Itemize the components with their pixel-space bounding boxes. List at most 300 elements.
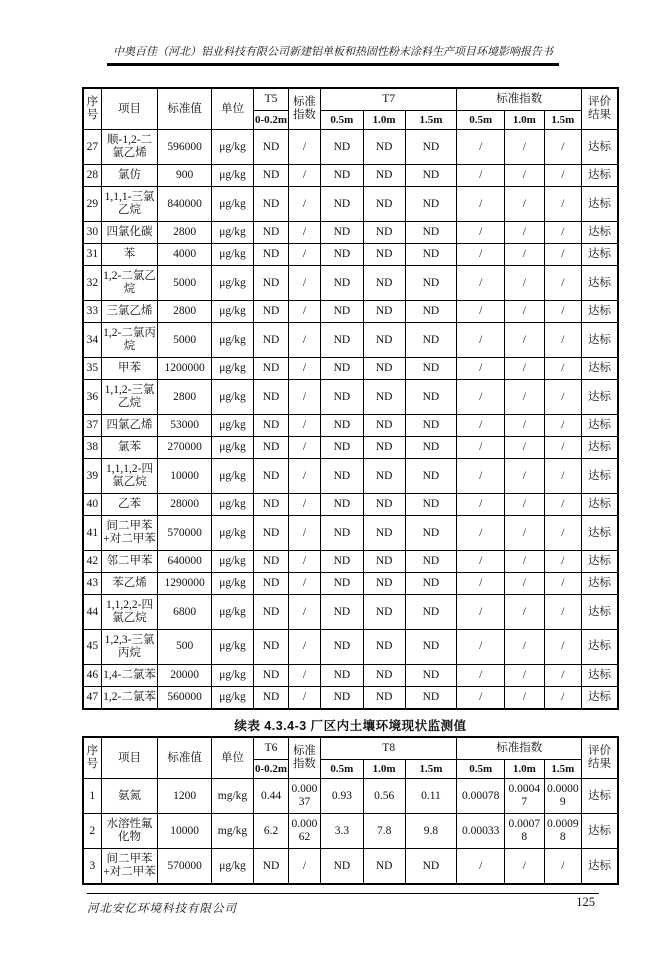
cell-unit: μg/kg: [211, 595, 253, 630]
cell-surface-value: 0.44: [254, 779, 289, 814]
cell-surface-index: /: [288, 516, 320, 551]
cell-index-1-0m: /: [505, 494, 545, 516]
cell-unit: μg/kg: [211, 130, 253, 165]
col-header-seq: 序号: [83, 88, 101, 130]
cell-depth-1-5m: ND: [405, 130, 457, 165]
table-row: [83, 494, 618, 516]
table-row: [83, 664, 618, 686]
cell-index-1-0m: /: [505, 165, 545, 187]
cell-surface-value: ND: [254, 187, 289, 222]
cell-unit: μg/kg: [211, 165, 253, 187]
cell-index-0-5m: /: [457, 551, 505, 573]
table-row: [83, 301, 618, 323]
cell-depth-1-5m: ND: [405, 595, 457, 630]
cell-depth-0-5m: ND: [320, 664, 363, 686]
cell-standard-value: 2800: [158, 222, 211, 244]
cell-seq: 45: [83, 630, 101, 665]
cell-standard-value: 5000: [158, 266, 211, 301]
cell-depth-1-0m: ND: [363, 130, 405, 165]
cell-index-1-5m: /: [544, 437, 581, 459]
cell-unit: μg/kg: [211, 266, 253, 301]
cell-seq: 40: [83, 494, 101, 516]
cell-index-1-5m: /: [544, 130, 581, 165]
cell-index-1-5m: /: [544, 494, 581, 516]
header-row-1: [83, 737, 618, 759]
cell-standard-value: 2800: [158, 380, 211, 415]
cell-result: 达标: [582, 551, 618, 573]
cell-surface-value: ND: [254, 130, 289, 165]
cell-depth-1-5m: ND: [405, 266, 457, 301]
cell-surface-value: ND: [254, 301, 289, 323]
cell-standard-value: 53000: [158, 415, 211, 437]
cell-depth-1-0m: ND: [363, 323, 405, 358]
cell-result: 达标: [582, 130, 618, 165]
cell-depth-0-5m: ND: [320, 849, 363, 884]
cell-result: 达标: [582, 849, 618, 884]
cell-index-1-5m: /: [544, 323, 581, 358]
cell-depth-1-0m: ND: [363, 187, 405, 222]
cell-standard-value: 6800: [158, 595, 211, 630]
cell-standard-value: 840000: [158, 187, 211, 222]
table-row: [83, 415, 618, 437]
cell-index-1-0m: /: [505, 849, 545, 884]
cell-item: 氯苯: [101, 437, 158, 459]
cell-depth-1-0m: ND: [363, 222, 405, 244]
cell-item: 1,2-二氯苯: [101, 686, 158, 708]
cell-standard-value: 28000: [158, 494, 211, 516]
cell-standard-value: 270000: [158, 437, 211, 459]
cell-result: 达标: [582, 630, 618, 665]
cell-surface-value: ND: [254, 494, 289, 516]
cell-result: 达标: [582, 516, 618, 551]
cell-index-0-5m: /: [457, 380, 505, 415]
cell-seq: 3: [83, 849, 101, 884]
cell-surface-value: ND: [254, 323, 289, 358]
cell-item: 水溶性氟化物: [101, 814, 158, 849]
cell-result: 达标: [582, 664, 618, 686]
cell-depth-1-5m: ND: [405, 415, 457, 437]
cell-index-1-0m: /: [505, 595, 545, 630]
cell-depth-1-0m: ND: [363, 266, 405, 301]
table-row: [83, 814, 618, 849]
cell-index-0-5m: /: [457, 630, 505, 665]
cell-index-1-0m: 0.00047: [505, 779, 545, 814]
cell-result: 达标: [582, 595, 618, 630]
cell-seq: 28: [83, 165, 101, 187]
cell-depth-1-0m: ND: [363, 664, 405, 686]
cell-depth-1-5m: ND: [405, 516, 457, 551]
table-row: [83, 686, 618, 708]
cell-depth-0-5m: ND: [320, 380, 363, 415]
cell-index-0-5m: /: [457, 301, 505, 323]
cell-seq: 32: [83, 266, 101, 301]
cell-depth-1-0m: ND: [363, 415, 405, 437]
cell-seq: 30: [83, 222, 101, 244]
cell-index-1-0m: /: [505, 244, 545, 266]
cell-surface-index: /: [288, 459, 320, 494]
col-header-point-t6: T6: [254, 737, 289, 759]
cell-index-1-0m: /: [505, 380, 545, 415]
cell-depth-0-5m: ND: [320, 130, 363, 165]
cell-index-1-5m: /: [544, 415, 581, 437]
cell-item: 1,2-二氯丙烷: [101, 323, 158, 358]
cell-depth-1-0m: ND: [363, 849, 405, 884]
cell-surface-index: /: [288, 686, 320, 708]
cell-depth-1-0m: ND: [363, 380, 405, 415]
header-row-1: [83, 88, 618, 110]
cell-result: 达标: [582, 814, 618, 849]
cell-index-1-5m: /: [544, 380, 581, 415]
cell-index-1-5m: /: [544, 459, 581, 494]
cell-item: 1,1,1-三氯乙烷: [101, 187, 158, 222]
cell-depth-0-5m: ND: [320, 494, 363, 516]
cell-item: 苯乙烯: [101, 573, 158, 595]
cell-index-1-0m: /: [505, 266, 545, 301]
cell-seq: 41: [83, 516, 101, 551]
table-row: [83, 187, 618, 222]
cell-result: 达标: [582, 244, 618, 266]
cell-unit: μg/kg: [211, 630, 253, 665]
cell-depth-0-5m: ND: [320, 358, 363, 380]
cell-depth-0-5m: 0.93: [320, 779, 363, 814]
cell-seq: 47: [83, 686, 101, 708]
cell-unit: mg/kg: [211, 814, 253, 849]
cell-index-0-5m: /: [457, 437, 505, 459]
cell-unit: μg/kg: [211, 551, 253, 573]
cell-depth-1-5m: ND: [405, 187, 457, 222]
cell-surface-index: /: [288, 630, 320, 665]
table2-caption: 续表 4.3.4-3 厂区内土壤环境现状监测值: [234, 718, 467, 733]
cell-depth-1-5m: ND: [405, 358, 457, 380]
cell-item: 1,1,2,2-四氯乙烷: [101, 595, 158, 630]
cell-seq: 35: [83, 358, 101, 380]
table-row: [83, 630, 618, 665]
cell-surface-index: /: [288, 187, 320, 222]
cell-index-0-5m: /: [457, 415, 505, 437]
table-row: [83, 595, 618, 630]
cell-surface-index: /: [288, 664, 320, 686]
cell-depth-1-0m: ND: [363, 165, 405, 187]
col-header-index-15: 1.5m: [544, 110, 581, 129]
cell-index-0-5m: /: [457, 686, 505, 708]
cell-depth-0-5m: ND: [320, 459, 363, 494]
col-header-standard: 标准值: [158, 88, 211, 130]
cell-unit: μg/kg: [211, 437, 253, 459]
col-header-item: 项目: [101, 737, 158, 779]
cell-index-1-0m: /: [505, 573, 545, 595]
cell-seq: 38: [83, 437, 101, 459]
cell-depth-1-5m: 9.8: [405, 814, 457, 849]
cell-seq: 29: [83, 187, 101, 222]
cell-index-1-0m: /: [505, 130, 545, 165]
cell-seq: 42: [83, 551, 101, 573]
cell-depth-1-0m: ND: [363, 459, 405, 494]
cell-depth-1-5m: ND: [405, 244, 457, 266]
cell-result: 达标: [582, 573, 618, 595]
cell-index-1-5m: /: [544, 187, 581, 222]
cell-depth-1-5m: ND: [405, 664, 457, 686]
cell-depth-1-5m: ND: [405, 630, 457, 665]
cell-depth-1-5m: ND: [405, 380, 457, 415]
table-row: [83, 516, 618, 551]
cell-result: 达标: [582, 437, 618, 459]
cell-standard-value: 560000: [158, 686, 211, 708]
cell-depth-0-5m: ND: [320, 301, 363, 323]
cell-index-1-0m: 0.00078: [505, 814, 545, 849]
cell-index-1-5m: /: [544, 595, 581, 630]
cell-item: 间二甲苯+对二甲苯: [101, 516, 158, 551]
cell-result: 达标: [582, 459, 618, 494]
cell-item: 苯: [101, 244, 158, 266]
cell-surface-index: /: [288, 551, 320, 573]
cell-unit: mg/kg: [211, 779, 253, 814]
cell-depth-1-0m: ND: [363, 437, 405, 459]
col-header-depth-surface: 0-0.2m: [254, 110, 289, 129]
cell-surface-index: /: [288, 573, 320, 595]
cell-surface-value: ND: [254, 459, 289, 494]
cell-surface-value: ND: [254, 849, 289, 884]
cell-surface-index: /: [288, 437, 320, 459]
cell-unit: μg/kg: [211, 301, 253, 323]
cell-standard-value: 500: [158, 630, 211, 665]
cell-depth-1-5m: ND: [405, 301, 457, 323]
cell-surface-value: ND: [254, 664, 289, 686]
cell-depth-0-5m: ND: [320, 551, 363, 573]
cell-index-1-0m: /: [505, 415, 545, 437]
cell-index-1-5m: /: [544, 664, 581, 686]
cell-depth-1-0m: ND: [363, 358, 405, 380]
cell-index-1-5m: /: [544, 630, 581, 665]
soil-monitoring-table-t6-t8: [82, 736, 619, 885]
cell-depth-0-5m: ND: [320, 415, 363, 437]
col-header-depth-05: 0.5m: [320, 110, 363, 129]
cell-index-1-5m: /: [544, 849, 581, 884]
col-header-index-10: 1.0m: [505, 759, 545, 778]
cell-surface-value: ND: [254, 595, 289, 630]
cell-unit: μg/kg: [211, 323, 253, 358]
cell-item: 1,2-二氯乙烷: [101, 266, 158, 301]
cell-standard-value: 1200: [158, 779, 211, 814]
cell-index-1-0m: /: [505, 686, 545, 708]
col-header-index-10: 1.0m: [505, 110, 545, 129]
cell-surface-index: 0.00062: [288, 814, 320, 849]
col-header-standard: 标准值: [158, 737, 211, 779]
cell-unit: μg/kg: [211, 686, 253, 708]
cell-depth-1-5m: 0.11: [405, 779, 457, 814]
cell-index-1-0m: /: [505, 187, 545, 222]
cell-depth-1-0m: ND: [363, 573, 405, 595]
table-row: [83, 323, 618, 358]
cell-unit: μg/kg: [211, 222, 253, 244]
cell-depth-0-5m: ND: [320, 437, 363, 459]
cell-index-0-5m: /: [457, 849, 505, 884]
cell-surface-value: ND: [254, 437, 289, 459]
cell-index-0-5m: /: [457, 516, 505, 551]
col-header-point-t5: T5: [254, 88, 289, 110]
col-header-depth-10: 1.0m: [363, 759, 405, 778]
cell-depth-1-5m: ND: [405, 849, 457, 884]
cell-depth-0-5m: 3.3: [320, 814, 363, 849]
table-row: [83, 222, 618, 244]
col-header-depth-10: 1.0m: [363, 110, 405, 129]
cell-index-0-5m: /: [457, 459, 505, 494]
cell-seq: 33: [83, 301, 101, 323]
cell-index-1-5m: 0.00098: [544, 814, 581, 849]
cell-depth-1-5m: ND: [405, 323, 457, 358]
cell-standard-value: 570000: [158, 516, 211, 551]
cell-surface-index: /: [288, 244, 320, 266]
cell-seq: 27: [83, 130, 101, 165]
cell-index-0-5m: /: [457, 244, 505, 266]
col-header-index-05: 0.5m: [457, 759, 505, 778]
col-header-unit: 单位: [211, 88, 253, 130]
cell-seq: 39: [83, 459, 101, 494]
cell-surface-value: ND: [254, 165, 289, 187]
col-header-point-t7: T7: [320, 88, 456, 110]
cell-depth-1-5m: ND: [405, 573, 457, 595]
cell-depth-0-5m: ND: [320, 266, 363, 301]
cell-result: 达标: [582, 358, 618, 380]
cell-surface-index: 0.00037: [288, 779, 320, 814]
cell-depth-1-0m: ND: [363, 244, 405, 266]
cell-index-0-5m: /: [457, 165, 505, 187]
cell-surface-index: /: [288, 380, 320, 415]
cell-surface-index: /: [288, 323, 320, 358]
report-title: 中奥百佳（河北）铝业科技有限公司新建铝单板和热固性粉末涂料生产项目环境影响报告书: [107, 43, 559, 66]
cell-standard-value: 1290000: [158, 573, 211, 595]
cell-result: 达标: [582, 415, 618, 437]
cell-depth-0-5m: ND: [320, 516, 363, 551]
cell-depth-1-0m: 0.56: [363, 779, 405, 814]
cell-depth-1-0m: ND: [363, 516, 405, 551]
cell-surface-value: ND: [254, 222, 289, 244]
cell-index-1-0m: /: [505, 323, 545, 358]
cell-index-0-5m: /: [457, 222, 505, 244]
col-header-index-group: 标准指数: [457, 737, 582, 759]
cell-depth-0-5m: ND: [320, 165, 363, 187]
cell-index-0-5m: 0.00078: [457, 779, 505, 814]
cell-index-0-5m: /: [457, 664, 505, 686]
cell-index-0-5m: 0.00033: [457, 814, 505, 849]
col-header-item: 项目: [101, 88, 158, 130]
cell-result: 达标: [582, 187, 618, 222]
cell-index-0-5m: /: [457, 494, 505, 516]
footer-company: 河北安亿环境科技有限公司: [87, 903, 237, 915]
cell-surface-index: /: [288, 301, 320, 323]
cell-index-0-5m: /: [457, 358, 505, 380]
cell-standard-value: 20000: [158, 664, 211, 686]
col-header-depth-surface: 0-0.2m: [254, 759, 289, 778]
cell-result: 达标: [582, 323, 618, 358]
cell-seq: 31: [83, 244, 101, 266]
cell-seq: 37: [83, 415, 101, 437]
page-number: 125: [576, 895, 595, 909]
cell-surface-index: /: [288, 849, 320, 884]
cell-depth-1-5m: ND: [405, 686, 457, 708]
table-row: [83, 437, 618, 459]
cell-unit: μg/kg: [211, 849, 253, 884]
cell-index-1-5m: 0.00009: [544, 779, 581, 814]
col-header-index: 标准指数: [288, 737, 320, 779]
table-row: [83, 358, 618, 380]
cell-depth-0-5m: ND: [320, 686, 363, 708]
document-header: [0, 42, 666, 66]
cell-standard-value: 900: [158, 165, 211, 187]
table-row: [83, 244, 618, 266]
cell-surface-value: ND: [254, 573, 289, 595]
cell-standard-value: 1200000: [158, 358, 211, 380]
cell-item: 1,4-二氯苯: [101, 664, 158, 686]
cell-depth-1-5m: ND: [405, 551, 457, 573]
cell-result: 达标: [582, 222, 618, 244]
cell-item: 四氯化碳: [101, 222, 158, 244]
cell-depth-1-0m: ND: [363, 686, 405, 708]
cell-index-1-5m: /: [544, 222, 581, 244]
cell-index-1-5m: /: [544, 301, 581, 323]
col-header-unit: 单位: [211, 737, 253, 779]
cell-standard-value: 640000: [158, 551, 211, 573]
page-content: [82, 87, 619, 885]
cell-depth-1-0m: ND: [363, 301, 405, 323]
cell-surface-index: /: [288, 130, 320, 165]
col-header-depth-05: 0.5m: [320, 759, 363, 778]
cell-item: 邻二甲苯: [101, 551, 158, 573]
cell-depth-1-5m: ND: [405, 222, 457, 244]
cell-index-1-0m: /: [505, 358, 545, 380]
cell-surface-value: ND: [254, 358, 289, 380]
cell-depth-0-5m: ND: [320, 595, 363, 630]
cell-standard-value: 4000: [158, 244, 211, 266]
cell-depth-1-5m: ND: [405, 437, 457, 459]
cell-unit: μg/kg: [211, 244, 253, 266]
col-header-result: 评价结果: [582, 737, 618, 779]
cell-index-0-5m: /: [457, 130, 505, 165]
cell-depth-1-5m: ND: [405, 459, 457, 494]
cell-depth-1-5m: ND: [405, 165, 457, 187]
cell-standard-value: 10000: [158, 814, 211, 849]
cell-surface-index: /: [288, 266, 320, 301]
cell-surface-value: ND: [254, 244, 289, 266]
cell-surface-index: /: [288, 222, 320, 244]
col-header-index: 标准指数: [288, 88, 320, 130]
table-row: [83, 459, 618, 494]
cell-item: 甲苯: [101, 358, 158, 380]
cell-seq: 34: [83, 323, 101, 358]
cell-index-1-5m: /: [544, 551, 581, 573]
cell-seq: 1: [83, 779, 101, 814]
cell-index-1-5m: /: [544, 358, 581, 380]
cell-item: 氨氮: [101, 779, 158, 814]
cell-index-1-5m: /: [544, 266, 581, 301]
cell-index-0-5m: /: [457, 595, 505, 630]
col-header-seq: 序号: [83, 737, 101, 779]
cell-depth-1-0m: ND: [363, 494, 405, 516]
cell-surface-value: ND: [254, 380, 289, 415]
table-row: [83, 380, 618, 415]
cell-index-1-5m: /: [544, 573, 581, 595]
cell-surface-index: /: [288, 415, 320, 437]
cell-seq: 36: [83, 380, 101, 415]
page-footer: [87, 893, 599, 916]
cell-unit: μg/kg: [211, 573, 253, 595]
cell-index-0-5m: /: [457, 573, 505, 595]
cell-depth-0-5m: ND: [320, 187, 363, 222]
cell-unit: μg/kg: [211, 187, 253, 222]
cell-seq: 43: [83, 573, 101, 595]
col-header-depth-15: 1.5m: [405, 110, 457, 129]
table-row: [83, 130, 618, 165]
cell-surface-value: ND: [254, 551, 289, 573]
